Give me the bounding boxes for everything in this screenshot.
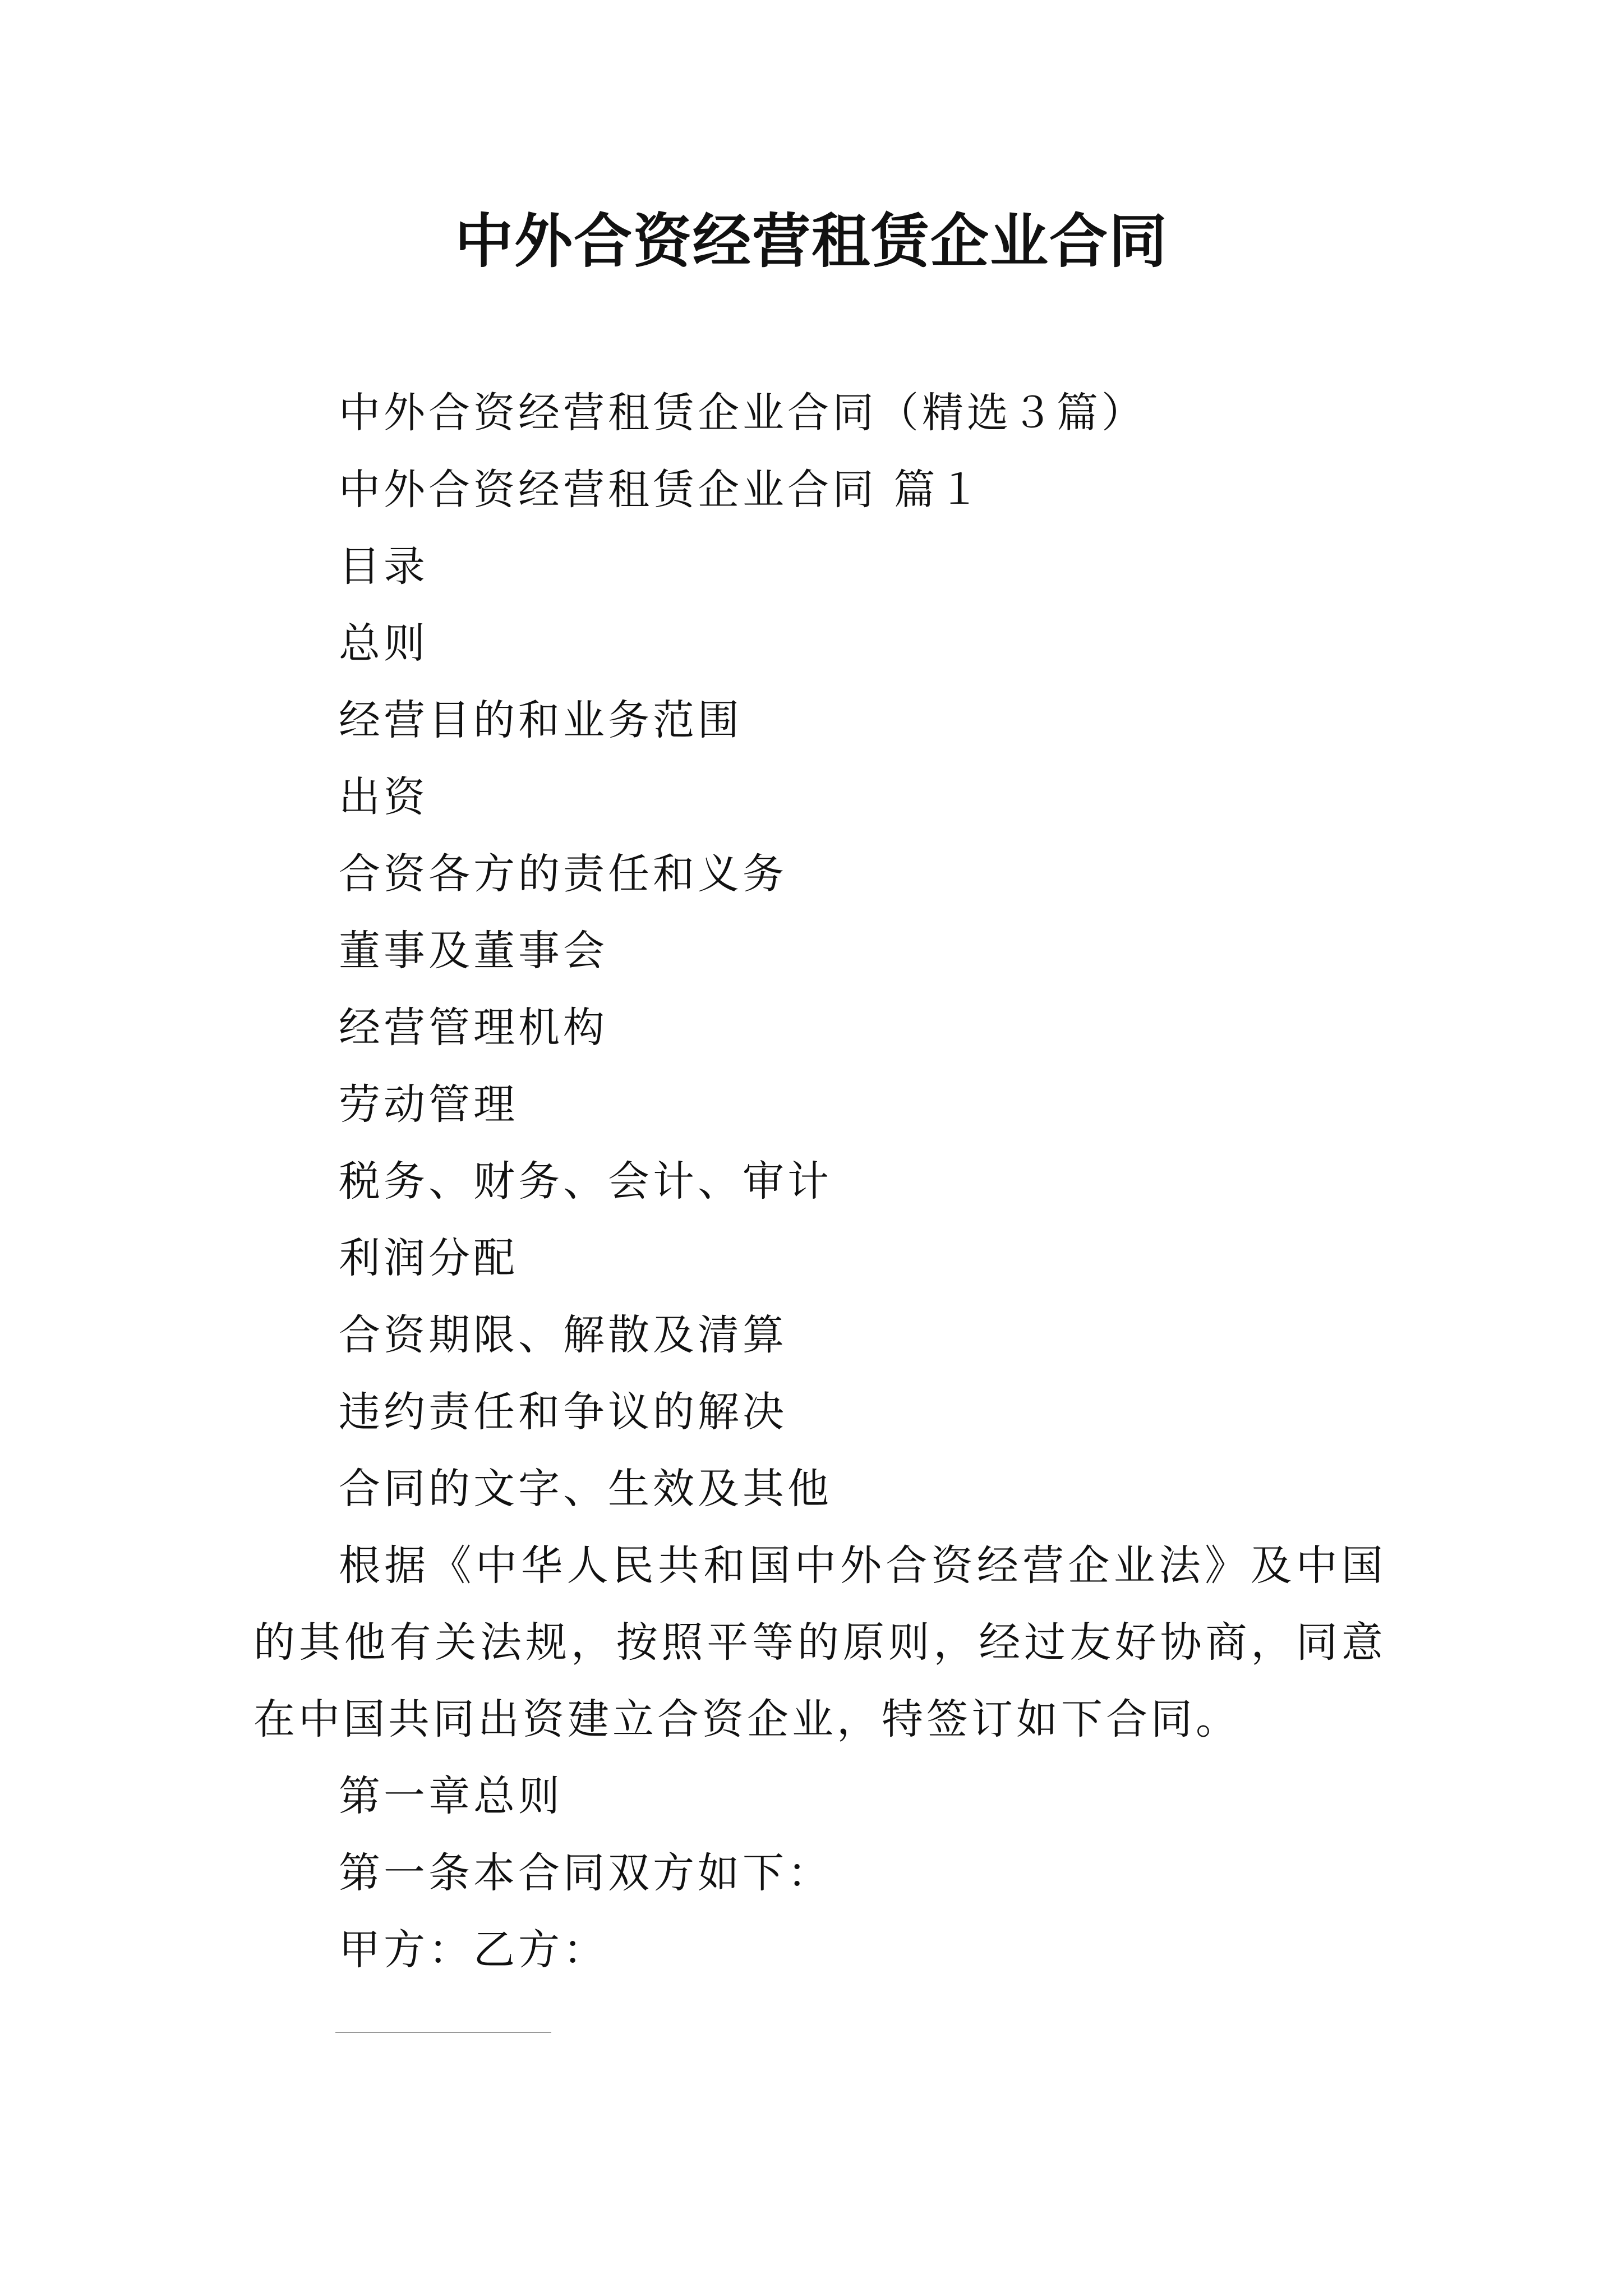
section-heading: 中外合资经营租赁企业合同 篇１ (339, 466, 984, 514)
toc-item: 出资 (339, 773, 428, 821)
document-body (253, 375, 1386, 1989)
toc-item: 经营目的和业务范围 (339, 696, 743, 744)
toc-item: 总则 (339, 619, 428, 668)
toc-item: 合资期限、解散及清算 (339, 1311, 787, 1359)
toc-item: 合资各方的责任和义务 (339, 850, 787, 898)
toc-item: 董事及董事会 (339, 927, 608, 975)
toc-item: 税务、财务、会计、审计 (339, 1157, 832, 1205)
document-title: 中外合资经营租赁企业合同 (454, 206, 1168, 275)
toc-item: 劳动管理 (339, 1080, 518, 1129)
article-text: 第一条本合同双方如下： (339, 1849, 832, 1897)
footnote-divider (335, 2032, 551, 2033)
toc-item: 利润分配 (339, 1234, 518, 1282)
preamble-paragraph: 根据《中华人民共和国中外合资经营企业法》及中国的其他有关法规，按照平等的原则，经过友好协商，同意在中国共同出资建立合资企业，特签订如下合同。 (253, 1542, 1386, 1743)
toc-item: 经营管理机构 (339, 1004, 608, 1052)
chapter-heading: 第一章总则 (339, 1772, 563, 1820)
toc-heading: 目录 (339, 542, 428, 591)
subtitle-line: 中外合资经营租赁企业合同（精选３篇） (339, 389, 1146, 437)
parties-line: 甲方：乙方： (339, 1926, 608, 1974)
toc-item: 合同的文字、生效及其他 (339, 1465, 832, 1513)
toc-item: 违约责任和争议的解决 (339, 1388, 787, 1436)
